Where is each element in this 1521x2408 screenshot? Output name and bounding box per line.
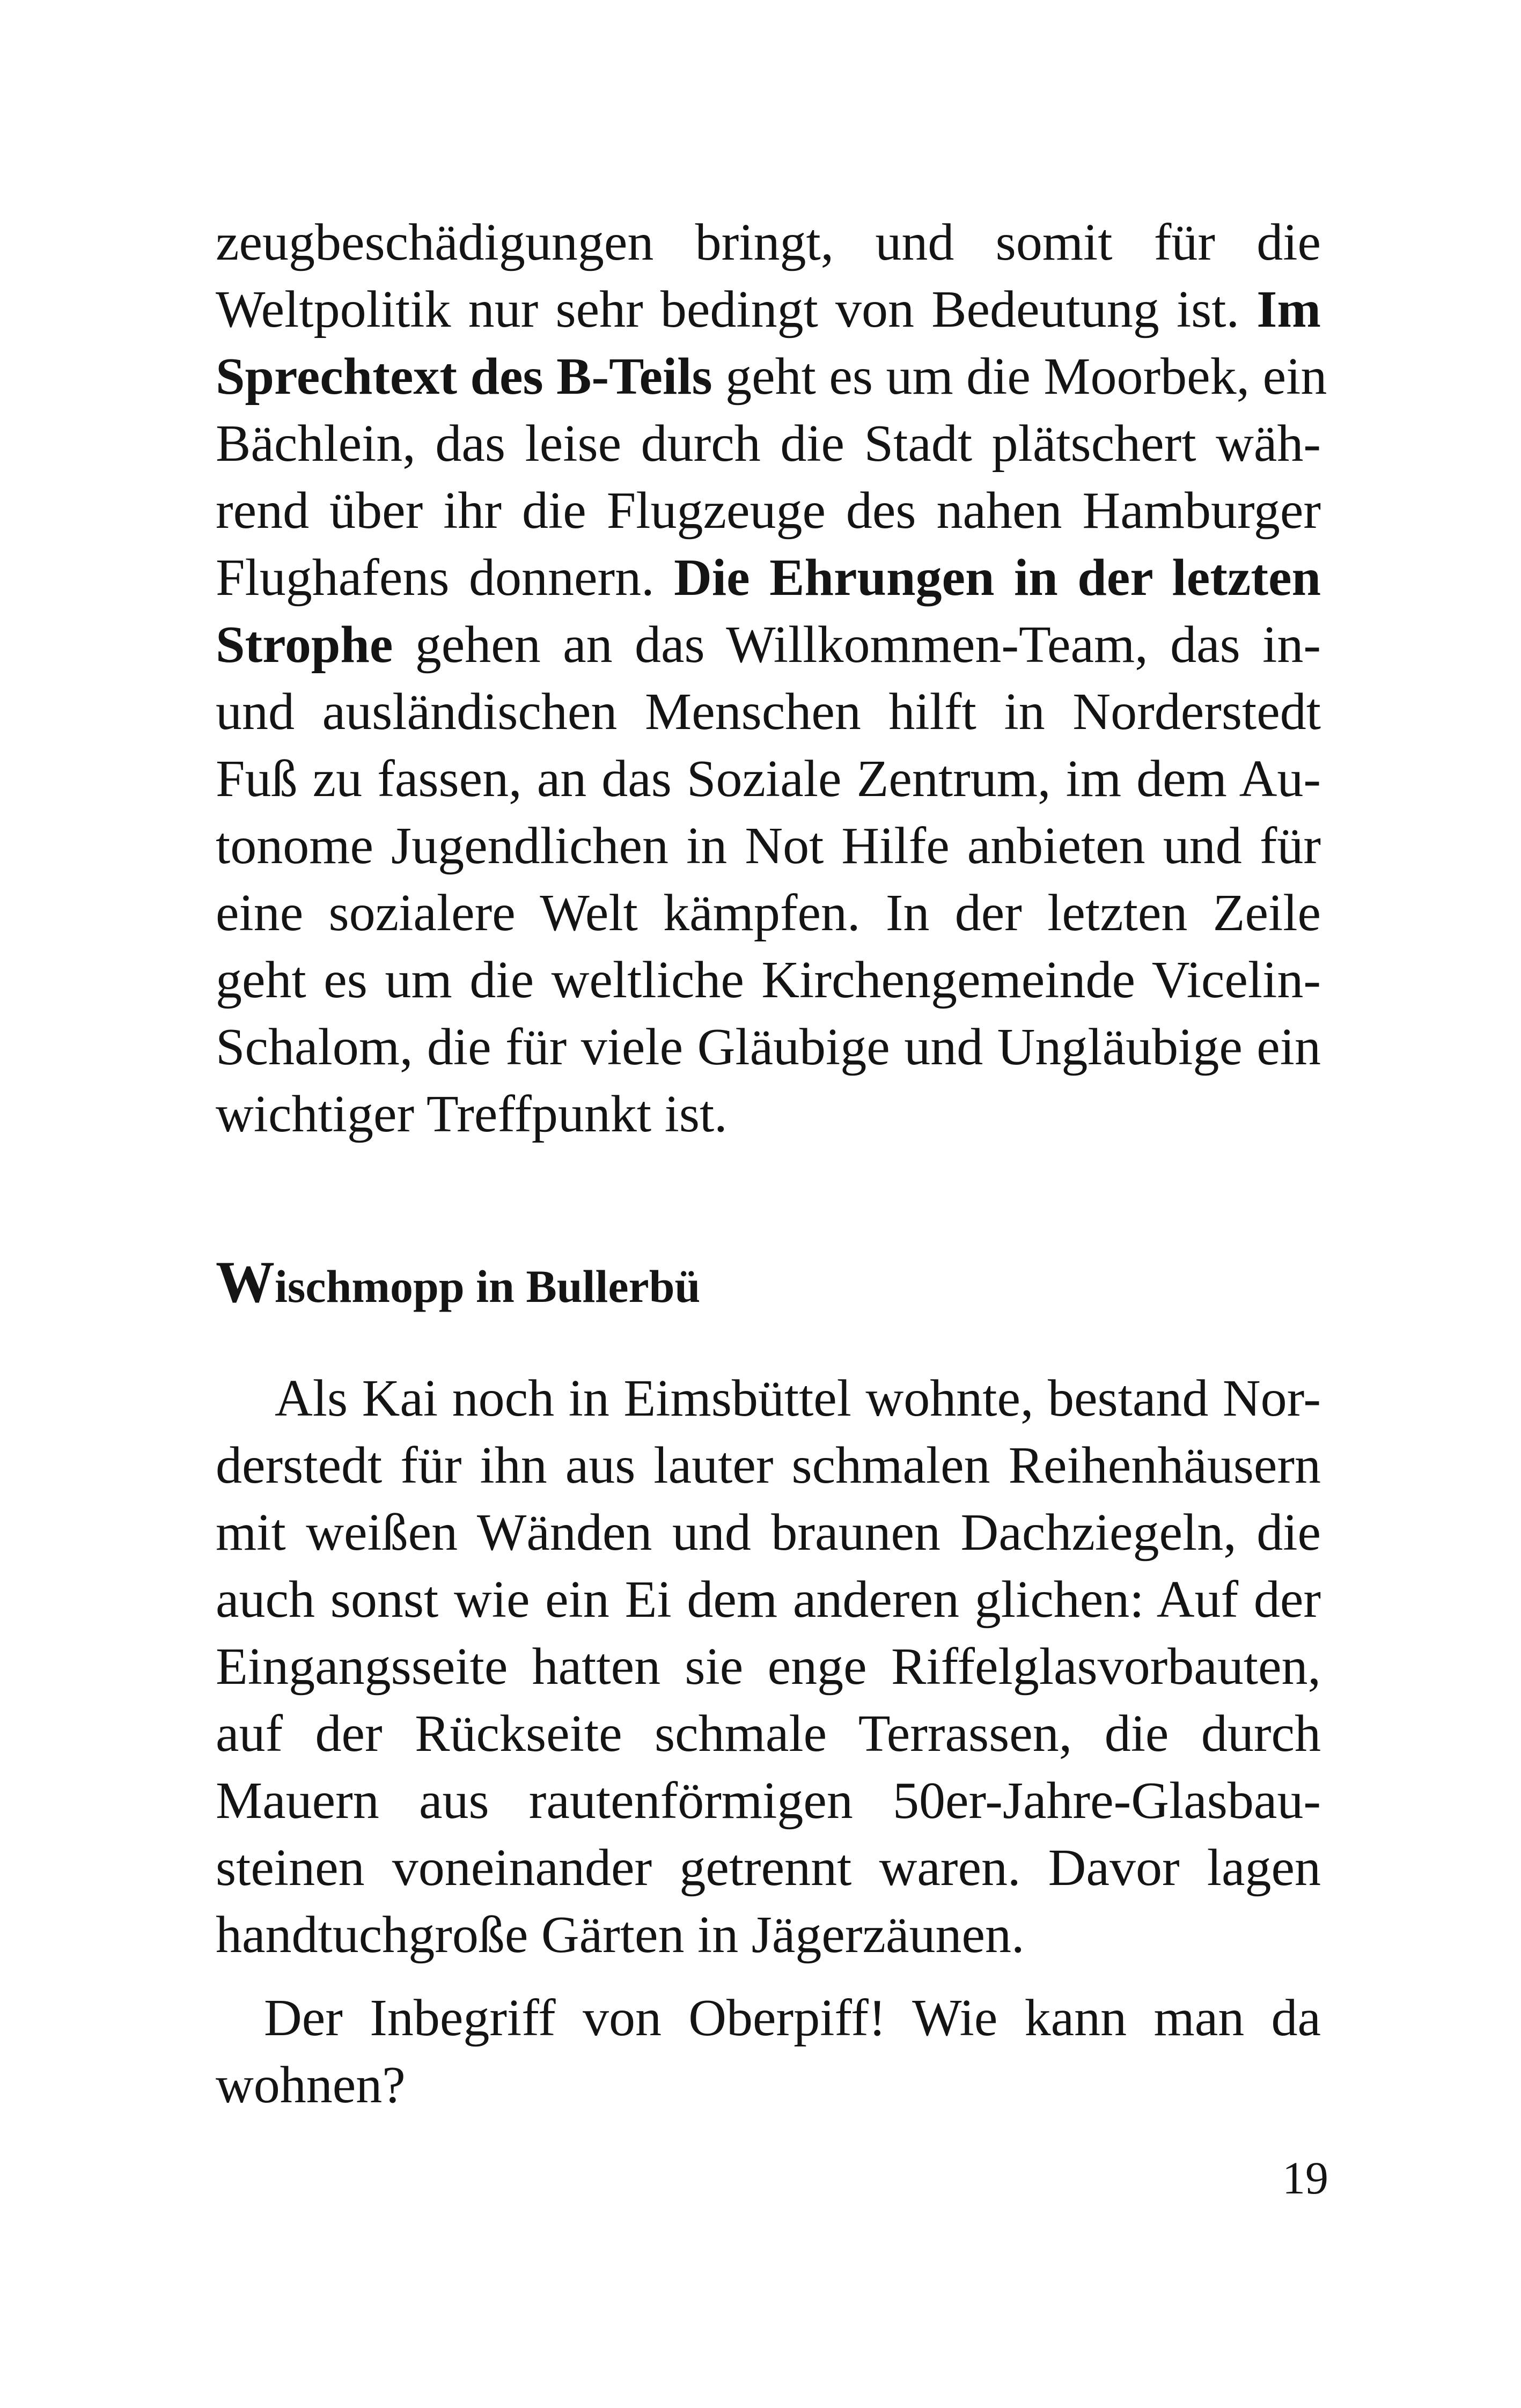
text-line: Fuß zu fassen, an das Soziale Zentrum, im dem Au- [216, 750, 1321, 808]
text-line: wohnen? [216, 2056, 406, 2114]
paragraph-3 [216, 1985, 1321, 2119]
text-line: wichtiger Treffpunkt ist. [216, 1085, 728, 1143]
text-line: steinen voneinander getrennt waren. Davor lagen [216, 1839, 1321, 1897]
text-segment: Flughafens donnern. [216, 549, 655, 607]
section-heading [216, 1250, 700, 1319]
text-line [216, 544, 1321, 612]
text-line: derstedt für ihn aus lauter schmalen Reihenhäusern [216, 1437, 1321, 1494]
text-line: handtuchgroße Gärten in Jägerzäunen. [216, 1906, 1025, 1964]
text-line: Bächlein, das leise durch die Stadt plätschert wäh- [216, 415, 1321, 473]
text-segment: Weltpolitik nur sehr bedingt von Bedeutung ist. [216, 281, 1240, 338]
text-line: rend über ihr die Flugzeuge des nahen Hamburger [216, 482, 1321, 540]
text-line: eine sozialere Welt kämpfen. In der letzten Zeile [216, 884, 1321, 942]
text-line: Mauern aus rautenförmigen 50er-Jahre-Glasbau- [216, 1772, 1321, 1830]
page-number: 19 [1282, 2152, 1328, 2204]
text-line: mit weißen Wänden und braunen Dachziegeln, die [216, 1504, 1321, 1562]
text-line: auch sonst wie ein Ei dem anderen glichen: Auf der [216, 1571, 1321, 1629]
text-line: Eingangsseite hatten sie enge Riffelglasvorbauten, [216, 1638, 1321, 1696]
text-line: und ausländischen Menschen hilft in Norderstedt [216, 683, 1321, 741]
bold-text: Strophe [216, 616, 393, 674]
paragraph-3-text [216, 1985, 1321, 2119]
bold-text: Im [1257, 281, 1321, 338]
text-line: Schalom, die für viele Gläubige und Ungläubige ein [216, 1018, 1321, 1076]
paragraph-1-text [216, 209, 1327, 1148]
bold-text: Sprechtext des B-Teils [216, 348, 712, 406]
text-segment: gehen an das Willkommen-Team, das in- [415, 616, 1321, 674]
paragraph-1 [216, 209, 1327, 1148]
heading-rest: ischmopp in Bullerbü [275, 1261, 701, 1312]
text-line: geht es um die weltliche Kirchengemeinde Vicelin- [216, 951, 1321, 1009]
text-line: tonome Jugendlichen in Not Hilfe anbieten und für [216, 817, 1321, 875]
text-line [216, 343, 1327, 410]
bold-text: Die Ehrungen in der letzten [674, 549, 1321, 607]
heading-initial: W [216, 1249, 275, 1315]
paragraph-2 [216, 1365, 1321, 1969]
paragraph-2-text [216, 1365, 1321, 1969]
text-line: Als Kai noch in Eimsbüttel wohnte, bestand Nor- [275, 1369, 1321, 1427]
text-line [216, 612, 1321, 679]
text-line: zeugbeschädigungen bringt, und somit für die [216, 213, 1321, 271]
text-line [216, 276, 1321, 343]
text-line: auf der Rückseite schmale Terrassen, die durch [216, 1705, 1321, 1763]
text-line: Der Inbegriff von Oberpiff! Wie kann man da [264, 1989, 1321, 2047]
text-segment: geht es um die Moorbek, ein [725, 348, 1327, 406]
